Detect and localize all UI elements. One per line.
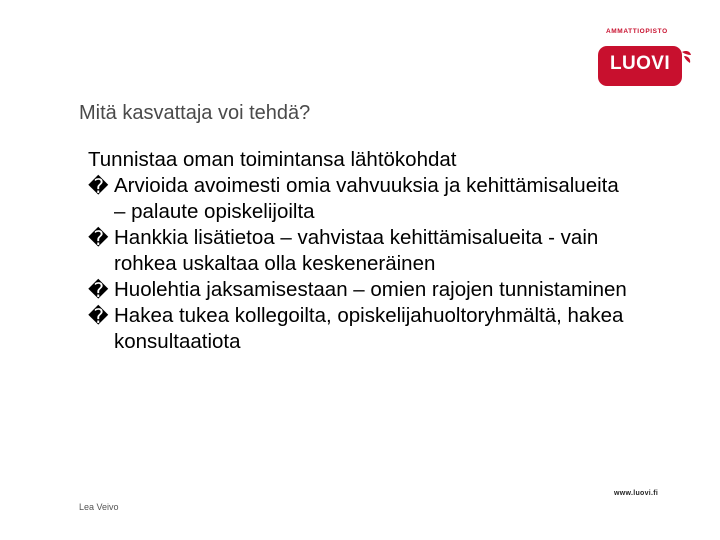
list-item-text: Arvioida avoimesti omia vahvuuksia ja kehittämisalueita – palaute opiskelijoilta xyxy=(114,174,619,223)
bullet-icon: � xyxy=(88,304,109,328)
list-item-text: Huolehtia jaksamisestaan – omien rajojen tunnistaminen xyxy=(114,278,627,301)
logo-wordmark: LUOVI xyxy=(610,53,671,74)
logo-top-text: AMMATTIOPISTO xyxy=(606,28,668,35)
list-item-text: Hankkia lisätietoa – vahvistaa kehittämisalueita - vain rohkea uskaltaa olla keskeneräinen xyxy=(114,226,599,275)
bullet-icon: � xyxy=(88,226,109,250)
lead-text: Tunnistaa oman toimintansa lähtökohdat xyxy=(88,148,457,171)
slide-body xyxy=(88,147,628,355)
luovi-logo xyxy=(596,24,692,94)
slide-title: Mitä kasvattaja voi tehdä? xyxy=(79,102,311,124)
list-item-text: Hakea tukea kollegoilta, opiskelijahuoltoryhmältä, hakea konsultaatiota xyxy=(114,304,624,353)
list-item xyxy=(88,225,628,277)
footer-url: www.luovi.fi xyxy=(614,490,659,497)
bullet-icon: � xyxy=(88,278,109,302)
footer-author: Lea Veivo xyxy=(79,502,119,512)
list-item xyxy=(88,303,628,355)
list-item xyxy=(88,277,628,303)
bullet-list xyxy=(88,173,628,355)
bullet-icon: � xyxy=(88,174,109,198)
list-item xyxy=(88,173,628,225)
